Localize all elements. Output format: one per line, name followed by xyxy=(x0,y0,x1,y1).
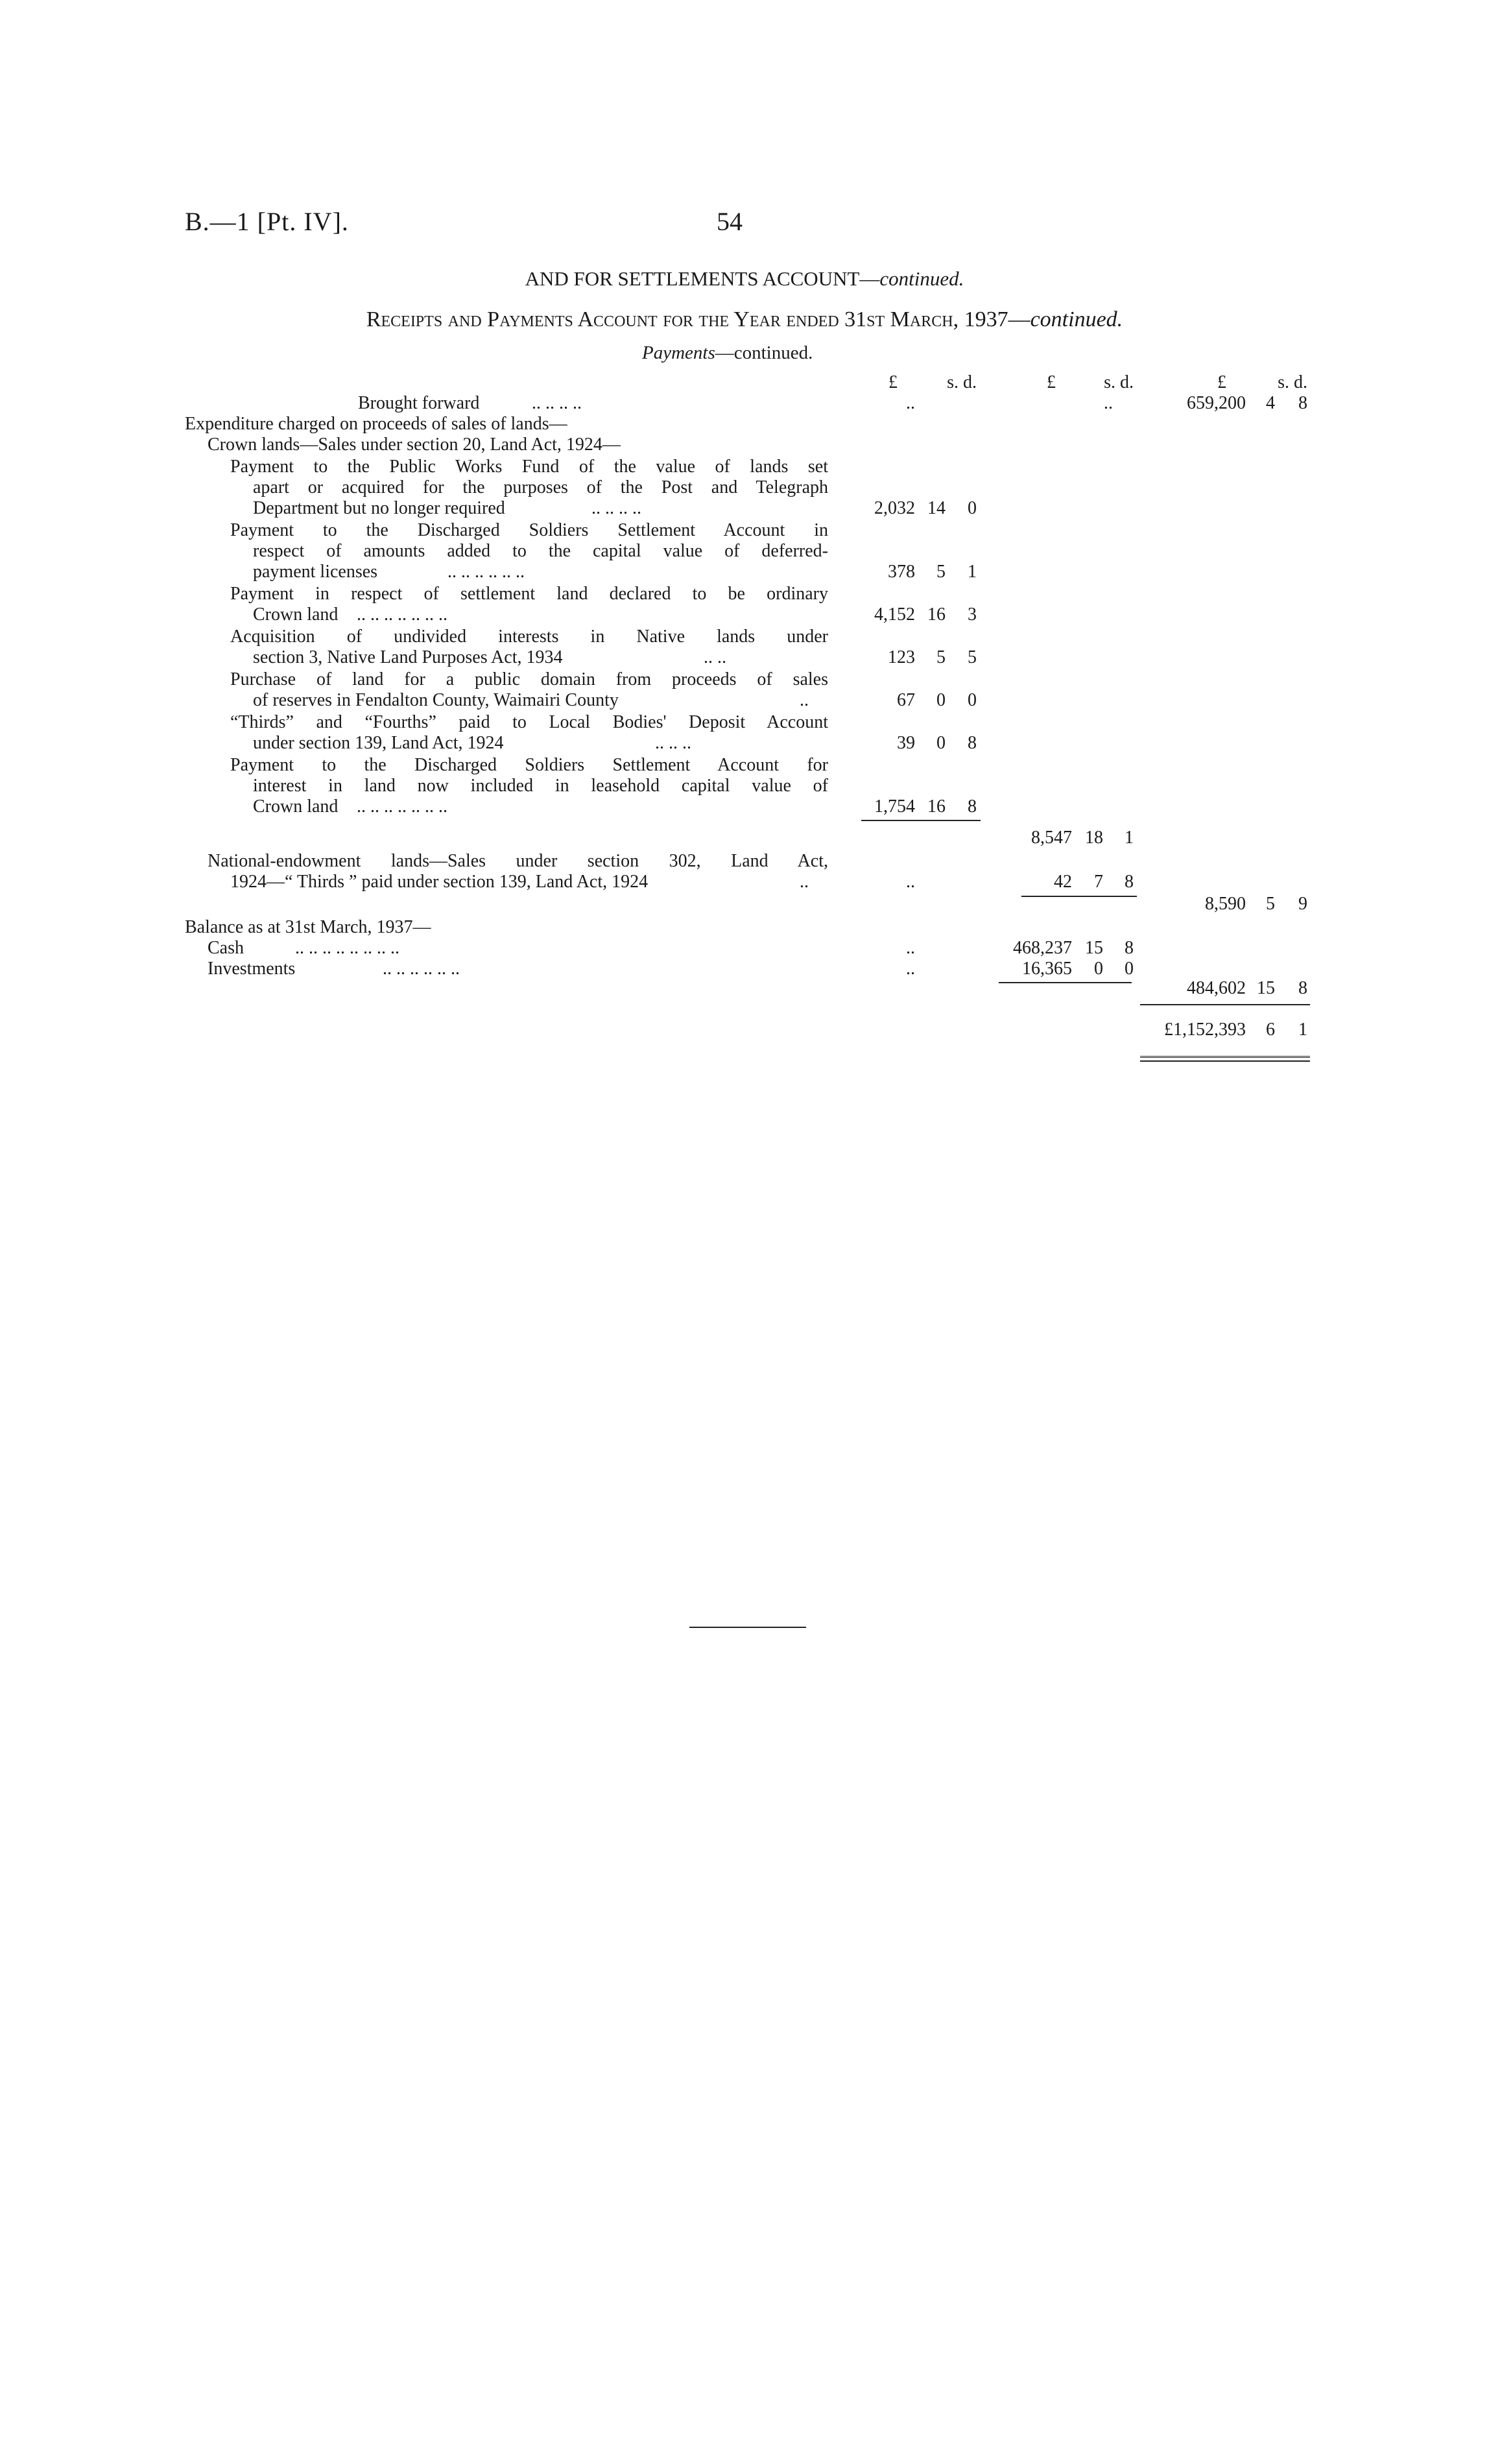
item-line xyxy=(0,647,1489,668)
amount-pounds: 16,365 xyxy=(1022,959,1072,979)
item-text: 1924—“ Thirds ” paid under section 139, Land Act, 1924 xyxy=(230,872,649,892)
leader-dots: .. .. .. .. .. .. xyxy=(447,562,525,582)
item-text: Crown land xyxy=(253,604,339,625)
amount-shillings: 0 xyxy=(1094,959,1103,979)
amount-pounds: 1,754 xyxy=(874,796,915,817)
amount-pounds: 67 xyxy=(897,690,915,710)
amount-shillings: 16 xyxy=(927,796,946,817)
grand-total-pounds: £1,152,393 xyxy=(1164,1020,1246,1040)
amount-shillings: 0 xyxy=(936,733,946,753)
amount-pence: 9 xyxy=(1298,894,1307,914)
amount-pence: 8 xyxy=(968,796,977,817)
col1-pound-header: £ xyxy=(888,372,898,392)
amount-pence: 3 xyxy=(968,604,977,625)
total-rule xyxy=(1140,1004,1310,1005)
amount-shillings: 14 xyxy=(927,498,946,518)
grand-total-double-rule xyxy=(1140,1056,1310,1062)
item-line xyxy=(0,457,1489,477)
empty-amount: .. xyxy=(1104,393,1113,413)
crown-lands-subtotal-row xyxy=(0,828,1489,848)
item-line xyxy=(0,562,1489,582)
amount-shillings: 4 xyxy=(1266,393,1275,413)
amount-pence: 0 xyxy=(968,690,977,710)
item-text: under section 139, Land Act, 1924 xyxy=(253,733,504,753)
item-line xyxy=(0,498,1489,519)
item-line xyxy=(0,541,1489,562)
cash-label: Cash xyxy=(208,938,244,958)
amount-shillings: 5 xyxy=(1266,894,1275,914)
cash-row xyxy=(0,938,1489,959)
heading-text: Expenditure charged on proceeds of sales of lands— xyxy=(185,414,567,434)
section-subtitle: Payments—continued. xyxy=(642,342,813,363)
leader-dots: .. xyxy=(800,690,809,710)
item-text: Payment to the Discharged Soldiers Settlement Account in xyxy=(230,520,828,540)
amount-pence: 0 xyxy=(1125,959,1134,979)
subtotal-rule xyxy=(861,820,981,821)
balance-heading xyxy=(0,917,1489,938)
amount-pence: 5 xyxy=(968,647,977,667)
item-text: section 3, Native Land Purposes Act, 1934 xyxy=(253,647,563,667)
col2-sd-header: s. d. xyxy=(1104,372,1134,392)
item-text: Acquisition of undivided interests in Native lands under xyxy=(230,627,828,647)
column-headers xyxy=(0,372,1489,393)
col3-pound-header: £ xyxy=(1217,372,1226,392)
amount-shillings: 15 xyxy=(1085,938,1103,958)
amount-pence: 8 xyxy=(1298,978,1307,998)
brought-forward-label: Brought forward xyxy=(358,393,480,413)
item-line xyxy=(0,872,1489,892)
amount-pounds: 123 xyxy=(888,647,915,667)
leader-dots: .. xyxy=(800,872,809,892)
empty-amount: .. xyxy=(906,959,915,979)
empty-amount: .. xyxy=(906,872,915,892)
amount-shillings: 5 xyxy=(936,647,946,667)
leader-dots: .. .. .. .. .. .. xyxy=(383,959,460,979)
amount-pence: 1 xyxy=(968,562,977,582)
grand-total-shillings: 6 xyxy=(1266,1020,1275,1040)
amount-shillings: 18 xyxy=(1085,828,1103,848)
amount-shillings: 16 xyxy=(927,604,946,625)
empty-amount: .. xyxy=(906,938,915,958)
heading-text: Crown lands—Sales under section 20, Land Act, 1924— xyxy=(208,435,621,455)
account-title: AND FOR SETTLEMENTS ACCOUNT—continued. xyxy=(525,267,964,290)
item-line xyxy=(0,627,1489,647)
item-text: Payment to the Discharged Soldiers Settlement Account for xyxy=(230,755,828,775)
item-line xyxy=(0,712,1489,733)
amount-shillings: 0 xyxy=(936,690,946,710)
crown-lands-heading xyxy=(0,435,1489,455)
amount-pence: 8 xyxy=(1298,393,1307,413)
amount-pence: 1 xyxy=(1125,828,1134,848)
amount-pounds: 4,152 xyxy=(874,604,915,625)
item-line xyxy=(0,755,1489,776)
col2-pound-header: £ xyxy=(1047,372,1056,392)
item-line xyxy=(0,584,1489,604)
item-text: payment licenses xyxy=(253,562,378,582)
leader-dots: .. .. .. .. xyxy=(591,498,641,518)
page-number: 54 xyxy=(717,207,743,236)
leader-dots: .. .. .. .. .. .. .. .. xyxy=(295,938,399,958)
amount-pence: 8 xyxy=(968,733,977,753)
investments-row xyxy=(0,959,1489,979)
document-reference: B.—1 [Pt. IV]. xyxy=(185,207,349,236)
amount-shillings: 15 xyxy=(1257,978,1275,998)
item-line xyxy=(0,477,1489,498)
expenditure-heading xyxy=(0,414,1489,435)
grand-total-row xyxy=(0,1020,1489,1040)
item-line xyxy=(0,669,1489,690)
expenditure-total-row xyxy=(0,894,1489,915)
amount-pounds: 468,237 xyxy=(1013,938,1072,958)
amount-shillings: 5 xyxy=(936,562,946,582)
amount-pounds: 39 xyxy=(897,733,915,753)
amount-pounds: 8,547 xyxy=(1031,828,1072,848)
amount-pounds: 42 xyxy=(1054,872,1072,892)
amount-pounds: 8,590 xyxy=(1205,894,1246,914)
amount-shillings: 7 xyxy=(1094,872,1103,892)
leader-dots: .. .. .. .. .. .. .. xyxy=(357,796,447,817)
item-text: apart or acquired for the purposes of the Post and Telegraph xyxy=(253,477,828,497)
amount-pence: 8 xyxy=(1125,872,1134,892)
item-line xyxy=(0,733,1489,754)
item-text: Department but no longer required xyxy=(253,498,505,518)
amount-pounds: 2,032 xyxy=(874,498,915,518)
item-text: Payment in respect of settlement land declared to be ordinary xyxy=(230,584,828,604)
item-text: of reserves in Fendalton County, Waimairi County xyxy=(253,690,619,710)
section-end-rule xyxy=(689,1627,806,1628)
item-line xyxy=(0,520,1489,541)
leader-dots: .. .. .. xyxy=(655,733,691,753)
col1-sd-header: s. d. xyxy=(947,372,977,392)
empty-amount: .. xyxy=(906,393,915,413)
item-text: interest in land now included in leasehold capital value of xyxy=(253,776,828,796)
grand-total-pence: 1 xyxy=(1298,1020,1307,1040)
amount-pounds: 659,200 xyxy=(1187,393,1246,413)
item-line xyxy=(0,796,1489,817)
balance-total-row xyxy=(0,978,1489,999)
leader-dots: .. .. .. .. xyxy=(532,393,582,413)
amount-pounds: 378 xyxy=(888,562,915,582)
leader-dots: .. .. .. .. .. .. .. xyxy=(357,604,447,625)
leader-dots: .. .. xyxy=(704,647,726,667)
item-line xyxy=(0,690,1489,711)
item-text: Payment to the Public Works Fund of the value of lands set xyxy=(230,457,828,477)
amount-pence: 0 xyxy=(968,498,977,518)
amount-pence: 8 xyxy=(1125,938,1134,958)
item-text: Purchase of land for a public domain from proceeds of sales xyxy=(230,669,828,689)
brought-forward-row xyxy=(0,393,1489,414)
item-text: Crown land xyxy=(253,796,339,817)
amount-pounds: 484,602 xyxy=(1187,978,1246,998)
item-text: respect of amounts added to the capital value of deferred- xyxy=(253,541,828,561)
col3-sd-header: s. d. xyxy=(1278,372,1307,392)
item-text: “Thirds” and “Fourths” paid to Local Bodies' Deposit Account xyxy=(230,712,828,732)
item-line xyxy=(0,851,1489,872)
item-line xyxy=(0,776,1489,796)
statement-title: Receipts and Payments Account for the Year ended 31st March, 1937—continued. xyxy=(366,307,1123,331)
item-text: National-endowment lands—Sales under section 302, Land Act, xyxy=(208,851,828,871)
heading-text: Balance as at 31st March, 1937— xyxy=(185,917,431,937)
item-line xyxy=(0,604,1489,625)
investments-label: Investments xyxy=(208,959,296,979)
